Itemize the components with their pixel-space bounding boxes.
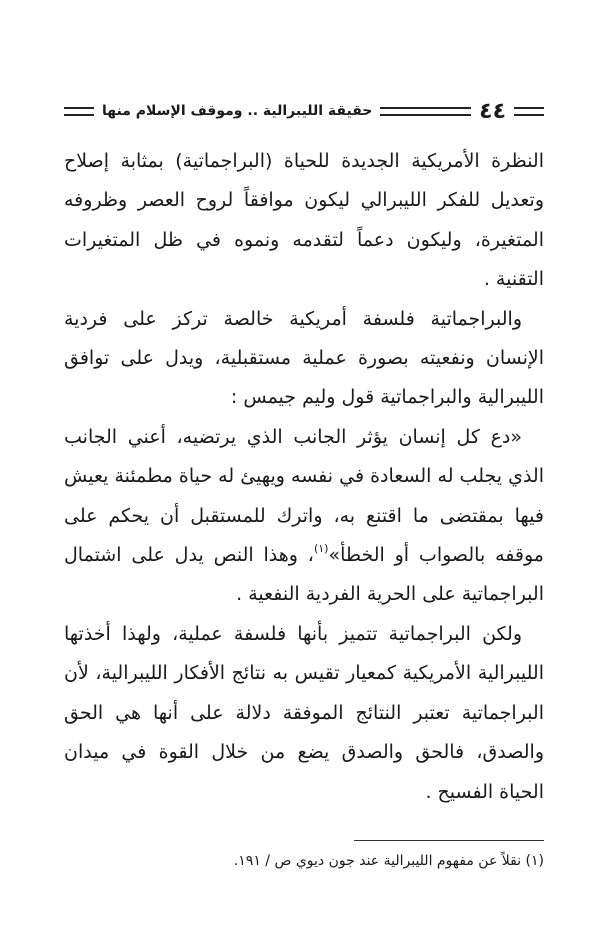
paragraph-1: النظرة الأمريكية الجديدة للحياة (البراجماتية) بمثابة إصلاح وتعديل للفكر الليبرالي ليكون موافقاً لروح العصر وظروفه المتغيرة، وليكون دعماً لتقدمه ونموه في ظل المتغيرات التقنية . xyxy=(64,150,544,291)
paragraph-3-continuation: ، وهذا النص يدل على اشتمال البراجماتية على الحرية الفردية النفعية . xyxy=(64,544,544,606)
paragraph-2: والبراجماتية فلسفة أمريكية خالصة تركز على فردية الإنسان ونفعيته بصورة عملية مستقبلية، ويدل على توافق الليبرالية والبراجماتية قول وليم جيمس : xyxy=(64,307,544,409)
footnote-reference[interactable]: (١) xyxy=(313,542,329,556)
header-rule-middle xyxy=(380,107,471,116)
body-text xyxy=(64,142,544,812)
paragraph-3 xyxy=(64,418,544,615)
footnote-separator xyxy=(354,840,544,841)
paragraph-4: ولكن البراجماتية تتميز بأنها فلسفة عملية، ولهذا أخذتها الليبرالية الأمريكية كمعيار تقيس به نتائج الأفكار الليبرالية، لأن البراجماتية تعتبر النتائج الموفقة دلالة على أنها هي الحق والصدق، فالحق والصدق يضع من خلال القوة في ميدان الحياة الفسيح . xyxy=(64,622,544,803)
footnote: (١) نقلاً عن مفهوم الليبرالية عند جون ديوي ص / ١٩١. xyxy=(233,853,544,869)
page-number: ٤٤ xyxy=(479,98,506,124)
william-james-quote: «دع كل إنسان يؤثر الجانب الذي يرتضيه، أعني الجانب الذي يجلب له السعادة في نفسه ويهيئ له حياة مطمئنة يعيش فيها بمقتضى ما اقتنع به، واترك للمستقبل أن يحكم على موقفه بالصواب أو الخطأ» xyxy=(64,425,544,567)
running-title: حقيقة الليبرالية .. وموقف الإسلام منها xyxy=(102,103,373,119)
running-header xyxy=(64,92,544,130)
header-rule-right xyxy=(514,107,544,116)
header-rule-left xyxy=(64,107,94,116)
